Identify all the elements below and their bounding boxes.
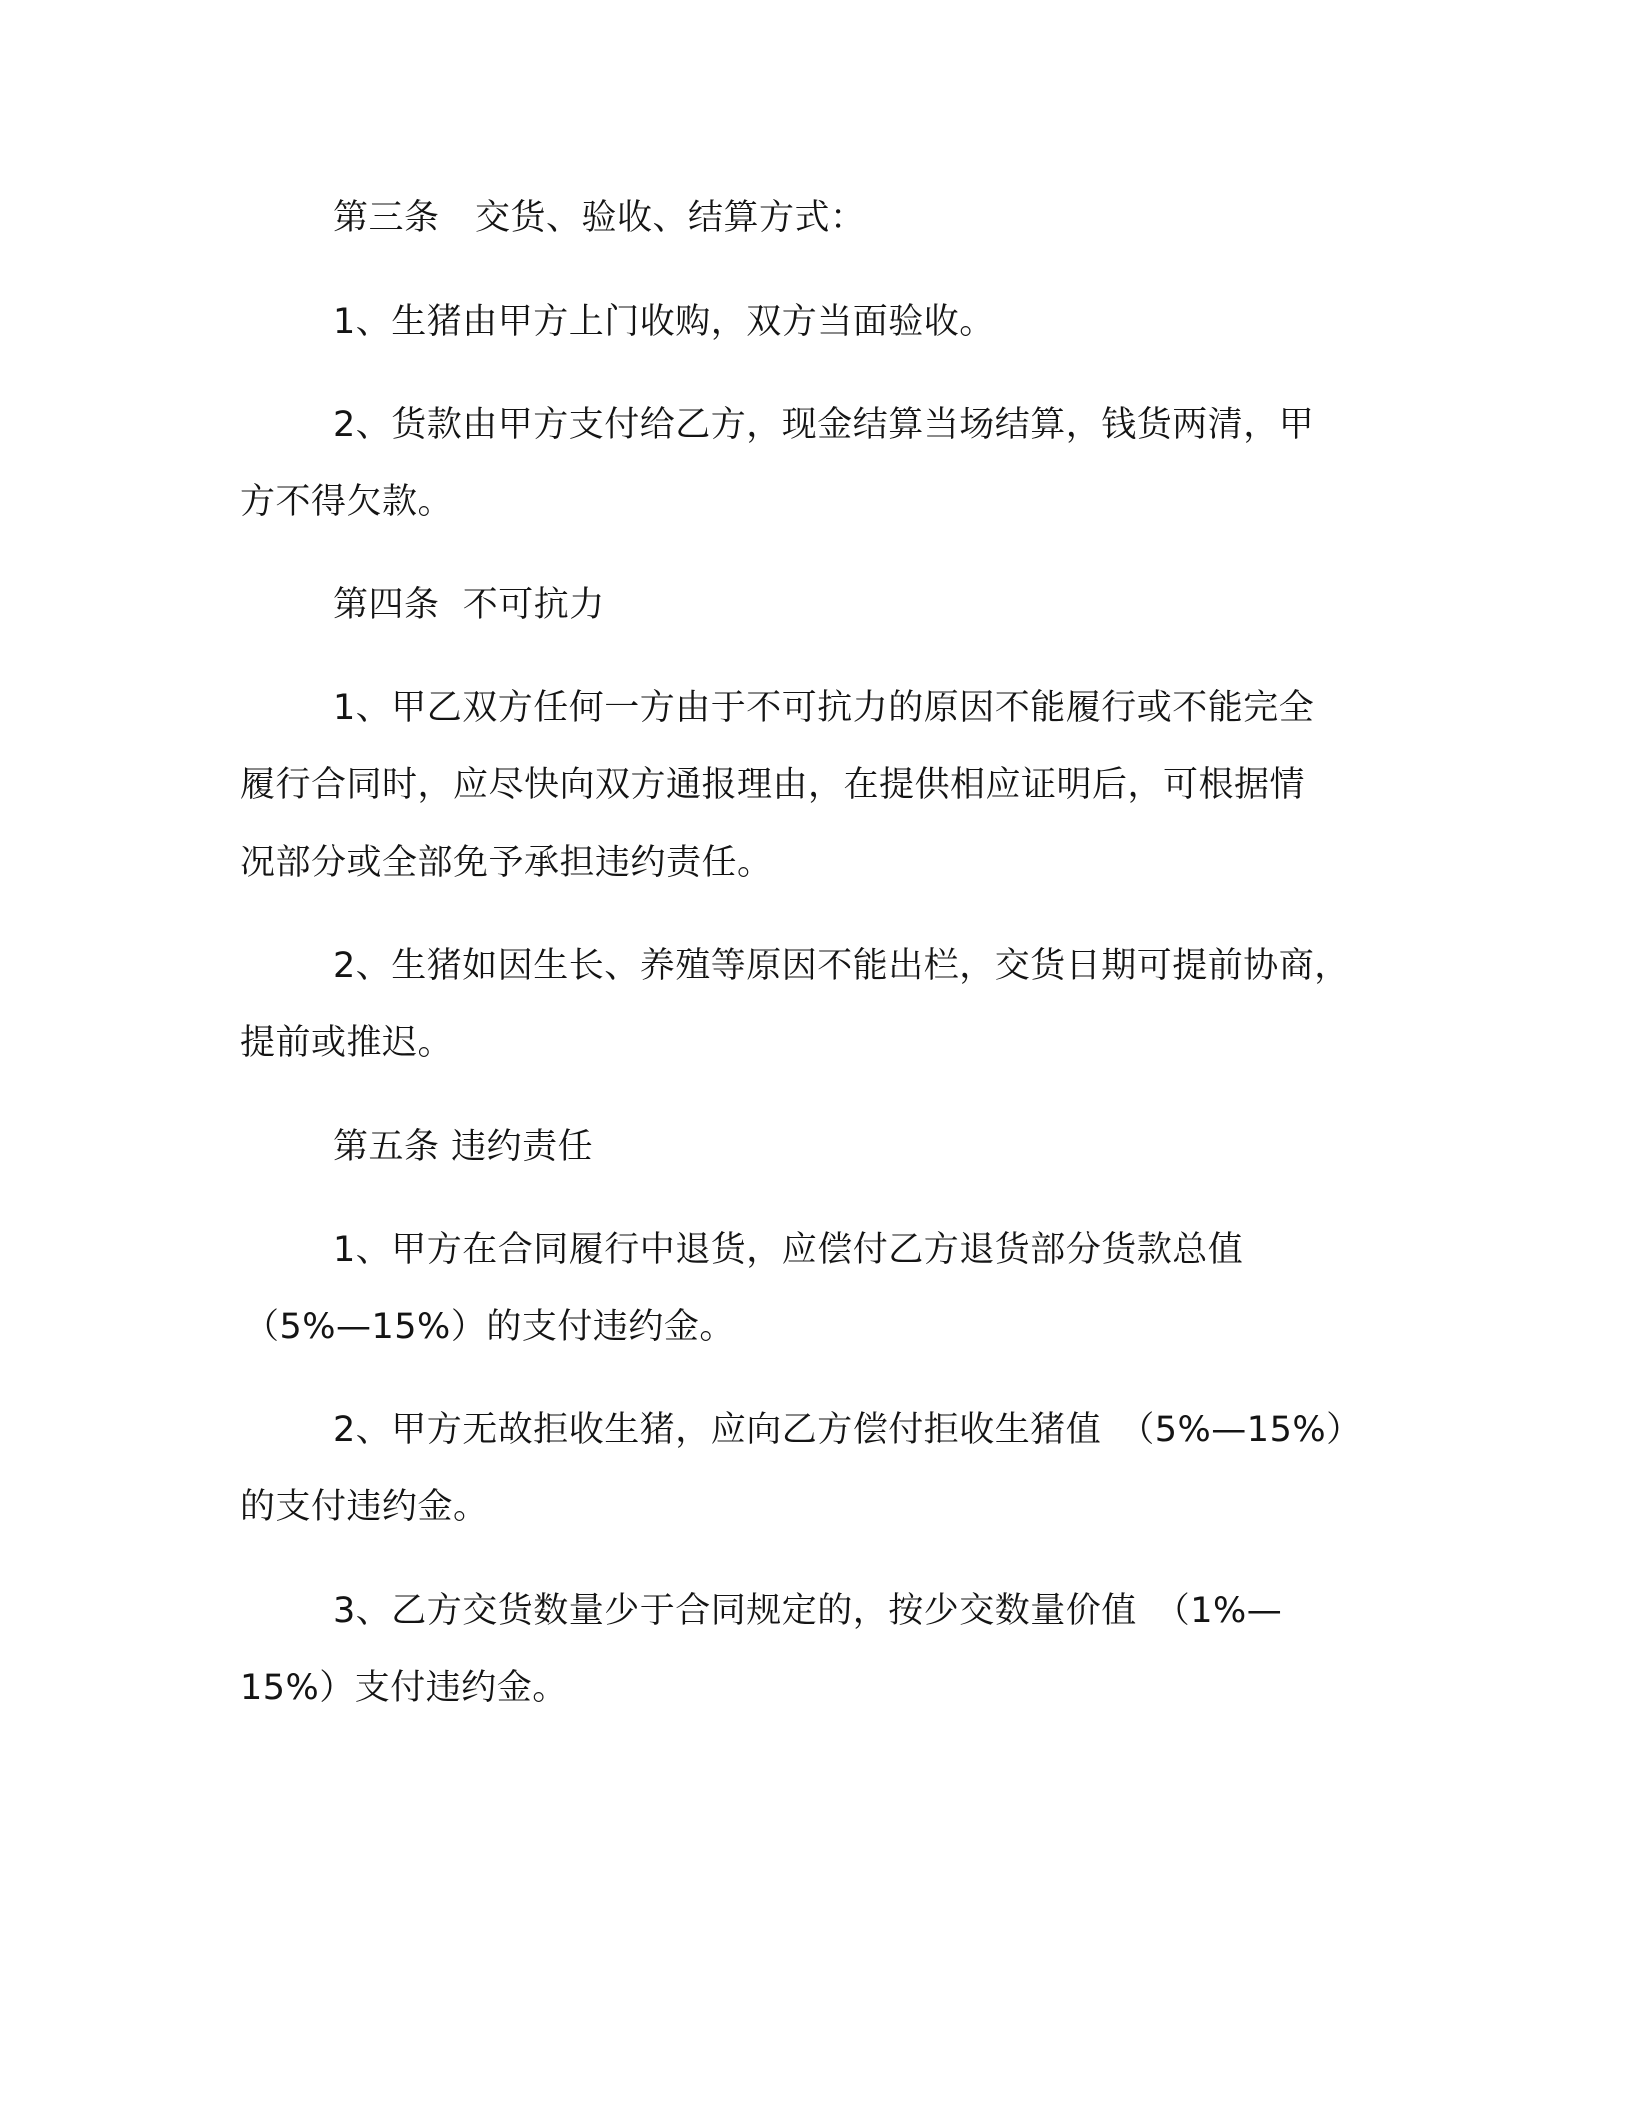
article-5-item-1-line-1: 1、甲方在合同履行中退货，应偿付乙方退货部分货款总值 — [333, 1230, 1244, 1270]
article-5-item-1-line-2: （5%—15%）的支付违约金。 — [244, 1307, 735, 1347]
article-5-item-3-line-1: 3、乙方交货数量少于合同规定的，按少交数量价值 （1%— — [333, 1591, 1283, 1631]
article-5-heading: 第五条 违约责任 — [333, 1127, 594, 1167]
article-3-heading: 第三条 交货、验收、结算方式： — [333, 198, 866, 238]
article-5-item-2-line-2: 的支付违约金。 — [240, 1487, 489, 1527]
article-4-item-1-line-3: 况部分或全部免予承担违约责任。 — [240, 843, 773, 883]
article-3-item-2-line-1: 2、货款由甲方支付给乙方，现金结算当场结算，钱货两清，甲 — [333, 405, 1315, 445]
article-4-item-2-line-2: 提前或推迟。 — [240, 1023, 454, 1063]
article-4-item-2-line-1: 2、生猪如因生长、养殖等原因不能出栏，交货日期可提前协商， — [333, 946, 1350, 986]
article-4-item-1-line-1: 1、甲乙双方任何一方由于不可抗力的原因不能履行或不能完全 — [333, 688, 1315, 728]
article-4-heading: 第四条 不可抗力 — [333, 585, 605, 625]
article-3-item-1: 1、生猪由甲方上门收购，双方当面验收。 — [333, 302, 995, 342]
article-3-item-2-line-2: 方不得欠款。 — [240, 482, 454, 522]
article-4-item-1-line-2: 履行合同时，应尽快向双方通报理由，在提供相应证明后，可根据情 — [240, 765, 1306, 805]
article-5-item-2-line-1: 2、甲方无故拒收生猪，应向乙方偿付拒收生猪值 （5%—15%） — [333, 1410, 1362, 1450]
article-5-item-3-line-2: 15%）支付违约金。 — [240, 1668, 568, 1708]
